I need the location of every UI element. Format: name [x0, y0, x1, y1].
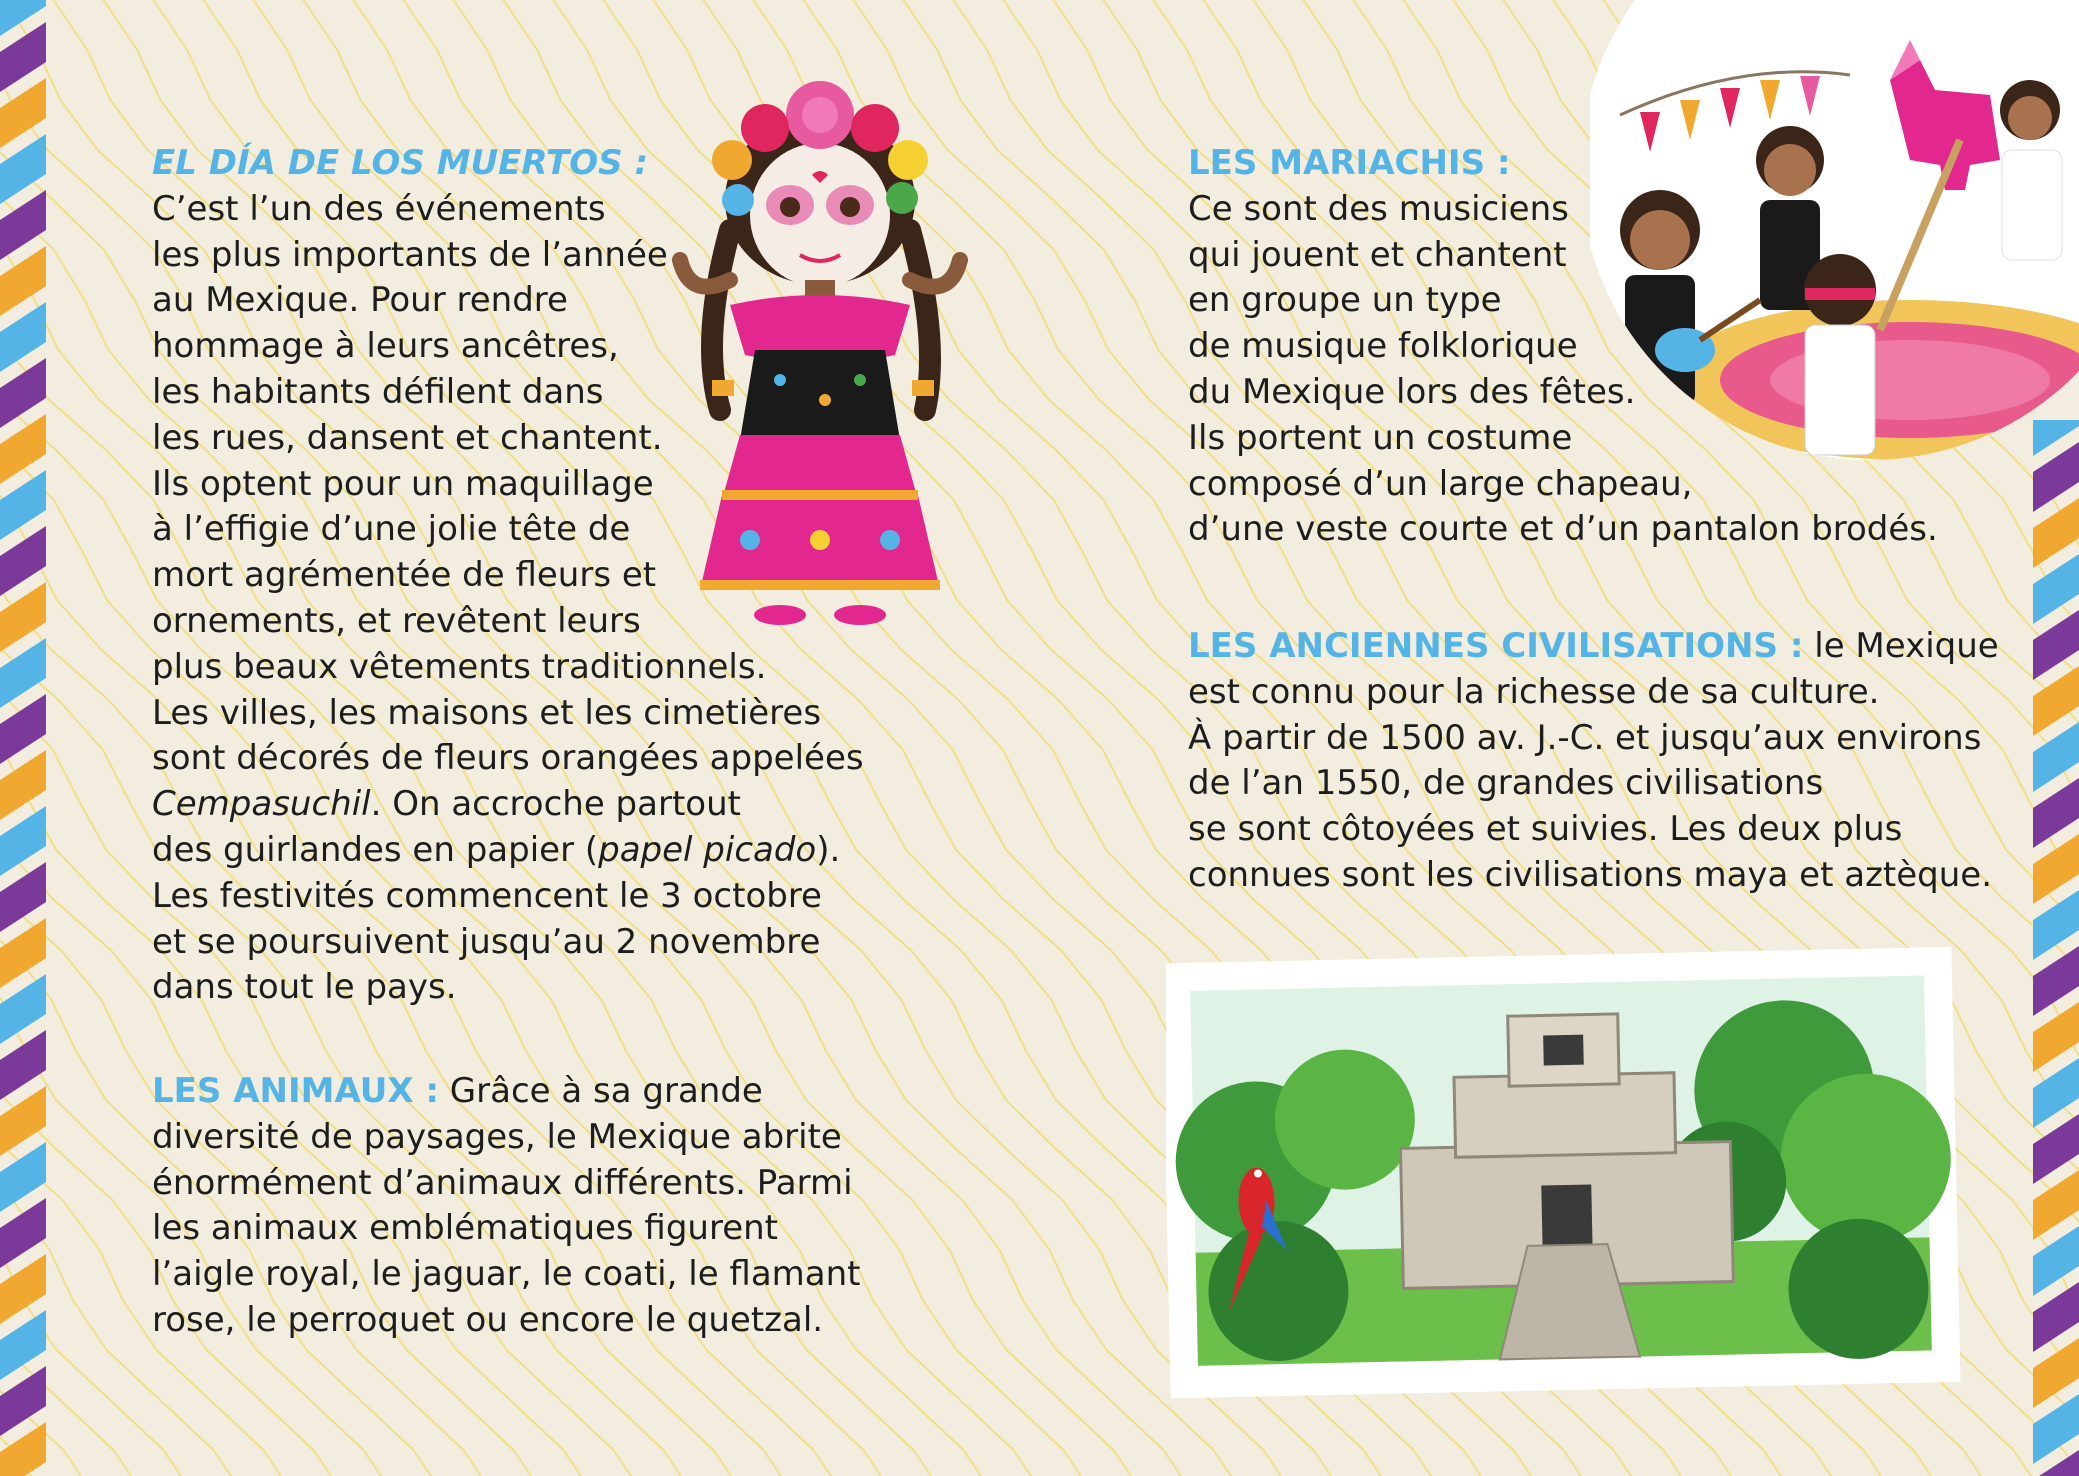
border-stripe	[2033, 1282, 2079, 1352]
text-line: en groupe un type	[1188, 280, 1502, 321]
border-stripe	[0, 1142, 46, 1212]
right-striped-border	[2033, 420, 2079, 1476]
text-line: se sont côtoyées et suivies. Les deux plus	[1188, 809, 1903, 850]
border-stripe	[0, 1254, 46, 1324]
text-line: les rues, dansent et chantent.	[152, 417, 663, 458]
text-line: l’aigle royal, le jaguar, le coati, le flamant	[152, 1254, 861, 1295]
border-stripe	[2033, 666, 2079, 736]
text-line: énormément d’animaux différents. Parmi	[152, 1162, 853, 1203]
border-stripe	[2033, 890, 2079, 960]
border-stripe	[2033, 610, 2079, 680]
text-line: dans tout le pays.	[152, 967, 457, 1008]
text-line: ornements, et revêtent leurs	[152, 600, 641, 641]
border-stripe	[0, 1198, 46, 1268]
border-stripe	[0, 1030, 46, 1100]
section-heading: LES ANIMAUX :	[152, 1071, 439, 1111]
border-stripe	[0, 1366, 46, 1436]
text-line: hommage à leurs ancêtres,	[152, 326, 619, 367]
text-line: composé d’un large chapeau,	[1188, 463, 1693, 504]
text-line	[152, 828, 842, 874]
text-line: à l’effigie d’une jolie tête de	[152, 509, 631, 550]
text-line: mort agrémentée de fleurs et	[152, 555, 657, 596]
text-line: au Mexique. Pour rendre	[152, 280, 568, 321]
text-fragment: . On accroche partout	[370, 784, 741, 825]
border-stripe	[2033, 1338, 2079, 1408]
text-line: d’une veste courte et d’un pantalon brodés.	[1188, 509, 1938, 550]
text-line: les animaux emblématiques figurent	[152, 1208, 779, 1249]
text-line: sont décorés de fleurs orangées appelées	[152, 738, 864, 779]
border-stripe	[2033, 1170, 2079, 1240]
border-stripe	[0, 862, 46, 932]
text-line	[152, 782, 842, 828]
section-anciennes-civilisations	[1188, 624, 1999, 899]
border-stripe	[0, 694, 46, 764]
border-stripe	[0, 246, 46, 316]
border-stripe	[0, 1310, 46, 1380]
mayan-temple-photo	[1166, 945, 1966, 1400]
border-stripe	[2033, 554, 2079, 624]
border-stripe	[2033, 1002, 2079, 1072]
border-stripe	[0, 638, 46, 708]
border-stripe	[0, 302, 46, 372]
text-line: Les festivités commencent le 3 octobre	[152, 875, 822, 916]
text-fragment: le Mexique	[1803, 626, 1999, 666]
text-line: est connu pour la richesse de sa culture.	[1188, 671, 1880, 712]
border-stripe	[2033, 498, 2079, 568]
border-stripe	[0, 918, 46, 988]
section-heading: LES ANCIENNES CIVILISATIONS :	[1188, 626, 1804, 666]
border-stripe	[0, 358, 46, 428]
text-line: de musique folklorique	[1188, 326, 1578, 367]
text-line: À partir de 1500 av. J.-C. et jusqu’aux environs	[1188, 717, 1982, 758]
text-fragment: ).	[816, 829, 841, 870]
border-stripe	[0, 414, 46, 484]
text-line	[152, 1069, 872, 1115]
text-line: rose, le perroquet ou encore le quetzal.	[152, 1299, 824, 1340]
border-stripe	[0, 190, 46, 260]
text-line: diversité de paysages, le Mexique abrite	[152, 1116, 842, 1157]
text-line: Ils optent pour un maquillage	[152, 463, 654, 504]
text-line: de l’an 1550, de grandes civilisations	[1188, 763, 1824, 804]
left-striped-border	[0, 0, 46, 1476]
border-stripe	[0, 806, 46, 876]
border-stripe	[2033, 1394, 2079, 1464]
border-stripe	[2033, 778, 2079, 848]
text-line: et se poursuivent jusqu’au 2 novembre	[152, 921, 821, 962]
text-line: Ce sont des musiciens	[1188, 188, 1569, 229]
text-line: du Mexique lors des fêtes.	[1188, 371, 1636, 412]
text-line: Les villes, les maisons et les cimetières	[152, 692, 822, 733]
border-stripe	[0, 470, 46, 540]
border-stripe	[2033, 1114, 2079, 1184]
section-les-animaux	[152, 1069, 872, 1344]
text-line: Ils portent un costume	[1188, 417, 1573, 458]
text-fragment: Grâce à sa grande	[439, 1071, 763, 1111]
border-stripe	[0, 526, 46, 596]
border-stripe	[0, 582, 46, 652]
italic-term: papel picado	[598, 829, 817, 870]
section-dia-de-los-muertos	[152, 141, 864, 1011]
border-stripe	[2033, 1058, 2079, 1128]
italic-term: Cempasuchil	[152, 784, 371, 825]
border-stripe	[0, 750, 46, 820]
border-stripe	[0, 22, 46, 92]
text-line: C’est l’un des événements	[152, 188, 606, 229]
text-line: les habitants défilent dans	[152, 371, 604, 412]
section-heading: EL DÍA DE LOS MUERTOS :	[152, 143, 649, 183]
text-fragment: des guirlandes en papier (	[152, 829, 599, 870]
text-line: plus beaux vêtements traditionnels.	[152, 646, 767, 687]
border-stripe	[2033, 946, 2079, 1016]
border-stripe	[2033, 1226, 2079, 1296]
border-stripe	[0, 974, 46, 1044]
border-stripe	[0, 78, 46, 148]
section-les-mariachis	[1188, 141, 1978, 553]
border-stripe	[0, 1086, 46, 1156]
text-line	[1188, 624, 1999, 670]
text-line: connues sont les civilisations maya et aztèque.	[1188, 854, 1993, 895]
border-stripe	[2033, 834, 2079, 904]
border-stripe	[0, 134, 46, 204]
text-line: les plus importants de l’année	[152, 234, 668, 275]
text-line: qui jouent et chantent	[1188, 234, 1567, 275]
section-heading: LES MARIACHIS :	[1188, 143, 1511, 183]
border-stripe	[2033, 722, 2079, 792]
